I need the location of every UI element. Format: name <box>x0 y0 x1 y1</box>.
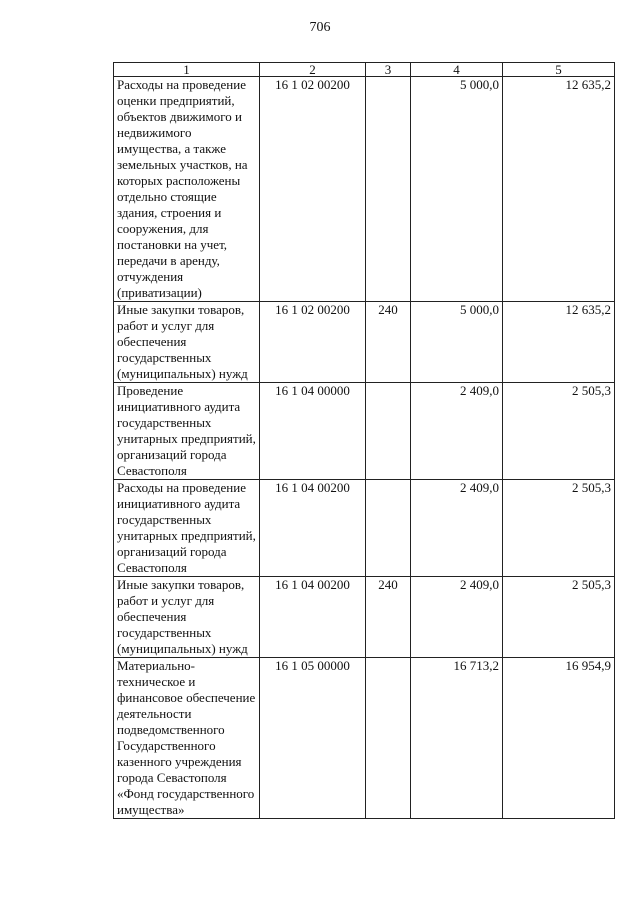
header-col-5: 5 <box>503 63 615 77</box>
row-name: Иные закупки товаров, работ и услуг для обеспечения государственных (муниципальных) нужд <box>114 577 260 658</box>
row-sum-2: 12 635,2 <box>503 77 615 302</box>
row-name: Расходы на проведение инициативного аудита государственных унитарных предприятий, организаций города Севастополя <box>114 480 260 577</box>
row-code: 16 1 04 00000 <box>260 383 366 480</box>
header-row <box>114 63 615 77</box>
table-row <box>114 658 615 819</box>
row-sum-2: 2 505,3 <box>503 383 615 480</box>
row-code: 16 1 05 00000 <box>260 658 366 819</box>
row-sum-1: 5 000,0 <box>411 302 503 383</box>
row-name: Иные закупки товаров, работ и услуг для обеспечения государственных (муниципальных) нужд <box>114 302 260 383</box>
header-col-3: 3 <box>366 63 411 77</box>
header-col-4: 4 <box>411 63 503 77</box>
row-expense-type <box>366 383 411 480</box>
row-name: Проведение инициативного аудита государственных унитарных предприятий, организаций города Севастополя <box>114 383 260 480</box>
row-expense-type: 240 <box>366 302 411 383</box>
row-sum-1: 16 713,2 <box>411 658 503 819</box>
row-expense-type <box>366 480 411 577</box>
row-name: Расходы на проведение оценки предприятий, объектов движимого и недвижимого имущества, а также земельных участков, на которых расположены отдельно стоящие здания, строения и сооружения, для постановки на учет, передачи в аренду, отчуждения (приватизации) <box>114 77 260 302</box>
row-sum-2: 2 505,3 <box>503 577 615 658</box>
table-row <box>114 302 615 383</box>
row-expense-type <box>366 77 411 302</box>
row-expense-type: 240 <box>366 577 411 658</box>
row-expense-type <box>366 658 411 819</box>
row-name: Материально-техническое и финансовое обеспечение деятельности подведомственного Государственного казенного учреждения города Севастополя «Фонд государственного имущества» <box>114 658 260 819</box>
row-code: 16 1 04 00200 <box>260 480 366 577</box>
row-sum-1: 2 409,0 <box>411 577 503 658</box>
page-number: 706 <box>309 20 331 35</box>
budget-table <box>113 62 615 819</box>
table-row <box>114 77 615 302</box>
row-sum-2: 16 954,9 <box>503 658 615 819</box>
row-sum-2: 2 505,3 <box>503 480 615 577</box>
header-col-2: 2 <box>260 63 366 77</box>
row-sum-1: 5 000,0 <box>411 77 503 302</box>
table-row <box>114 480 615 577</box>
row-sum-1: 2 409,0 <box>411 383 503 480</box>
table-row <box>114 577 615 658</box>
table-row <box>114 383 615 480</box>
row-code: 16 1 02 00200 <box>260 302 366 383</box>
row-sum-1: 2 409,0 <box>411 480 503 577</box>
row-sum-2: 12 635,2 <box>503 302 615 383</box>
row-code: 16 1 04 00200 <box>260 577 366 658</box>
row-code: 16 1 02 00200 <box>260 77 366 302</box>
header-col-1: 1 <box>114 63 260 77</box>
